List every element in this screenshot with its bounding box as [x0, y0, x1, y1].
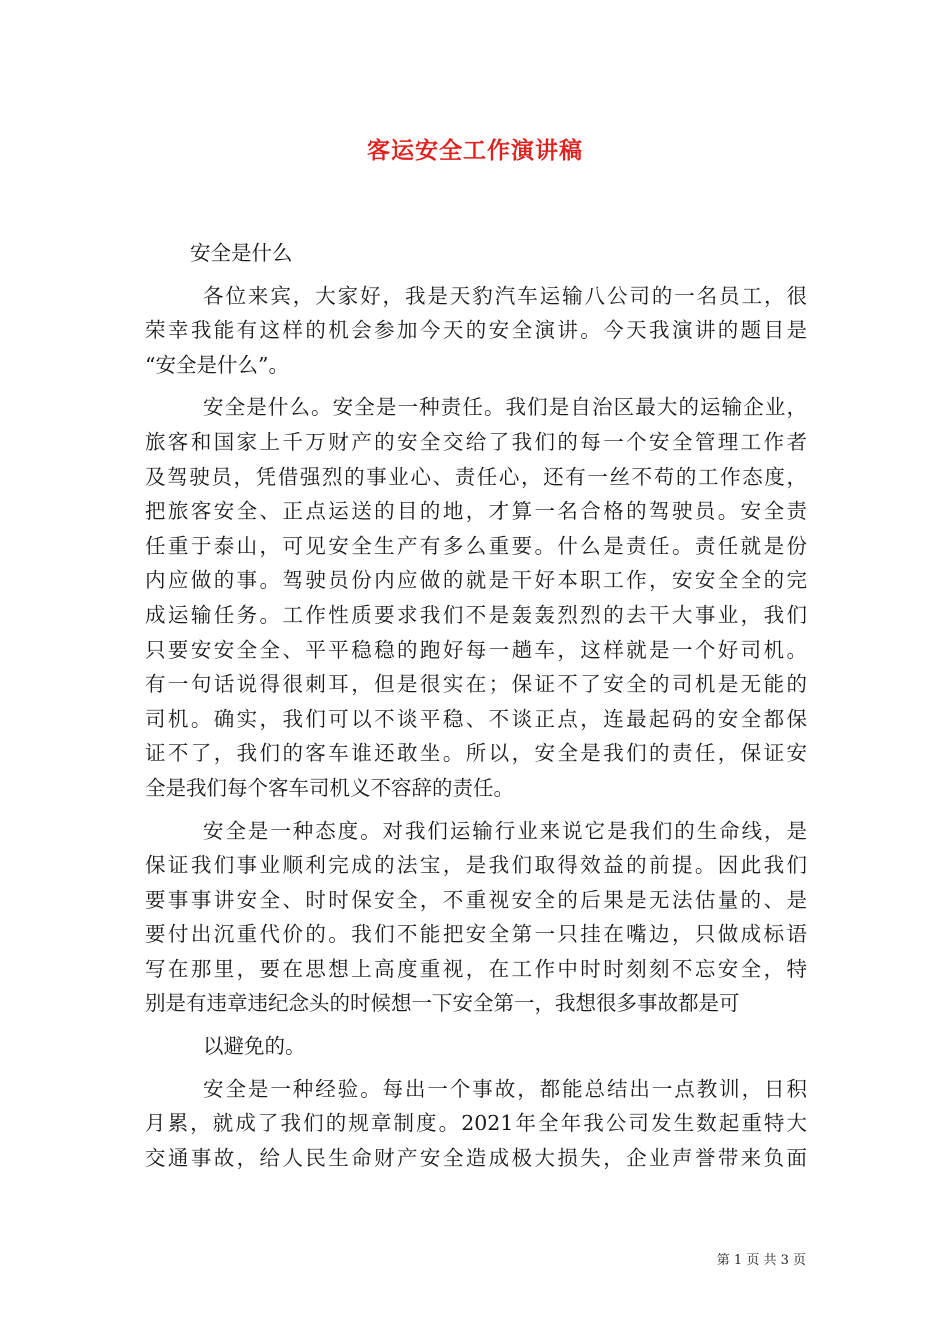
paragraph-line: 全是我们每个客车司机义不容辞的责任。	[145, 775, 514, 800]
paragraph-line: “安全是什么”。	[145, 352, 289, 377]
paragraph-line: 写在那里，要在思想上高度重视，在工作中时时刻刻不忘安全，特	[145, 956, 807, 981]
paragraph-line: 把旅客安全、正点运送的目的地，才算一名合格的驾驶员。安全责	[145, 499, 807, 524]
section-heading: 安全是什么	[190, 241, 293, 265]
paragraph-line: 内应做的事。驾驶员份内应做的就是干好本职工作，安安全全的完	[145, 568, 807, 593]
paragraph-line: 司机。确实，我们可以不谈平稳、不谈正点，连最起码的安全都保	[145, 706, 807, 731]
paragraph-line: 要付出沉重代价的。我们不能把安全第一只挂在嘴边，只做成标语	[145, 922, 807, 947]
page-number-footer: 第 1 页 共 3 页	[716, 1253, 806, 1268]
paragraph-line: 安全是一种经验。每出一个事故，都能总结出一点教训，日积	[203, 1076, 807, 1101]
paragraph-line: 荣幸我能有这样的机会参加今天的安全演讲。今天我演讲的题目是	[145, 318, 807, 343]
paragraph-line: 有一句话说得很刺耳，但是很实在；保证不了安全的司机是无能的	[145, 672, 807, 697]
paragraph-line: 任重于泰山，可见安全生产有多么重要。什么是责任。责任就是份	[145, 533, 807, 558]
paragraph-line: 成运输任务。工作性质要求我们不是轰轰烈烈的去干大事业，我们	[145, 602, 807, 627]
paragraph-line: 保证我们事业顺利完成的法宝，是我们取得效益的前提。因此我们	[145, 853, 807, 878]
paragraph-line: 月累，就成了我们的规章制度。2021年全年我公司发生数起重特大	[145, 1111, 807, 1136]
paragraph-line: 安全是什么。安全是一种责任。我们是自治区最大的运输企业，	[203, 395, 807, 420]
paragraph-line: 以避免的。	[203, 1034, 306, 1059]
paragraph-line: 要事事讲安全、时时保安全，不重视安全的后果是无法估量的、是	[145, 887, 807, 912]
paragraph-line: 各位来宾，大家好，我是天豹汽车运输八公司的一名员工，很	[203, 283, 807, 308]
paragraph-line: 及驾驶员，凭借强烈的事业心、责任心，还有一丝不苟的工作态度，	[145, 464, 807, 489]
document-title: 客运安全工作演讲稿	[367, 137, 583, 164]
paragraph-line: 只要安安全全、平平稳稳的跑好每一趟车，这样就是一个好司机。	[145, 637, 807, 662]
document-body	[145, 236, 807, 1175]
paragraph-line: 交通事故，给人民生命财产安全造成极大损失，企业声誉带来负面	[145, 1145, 807, 1170]
paragraph-line: 旅客和国家上千万财产的安全交给了我们的每一个安全管理工作者	[145, 429, 807, 454]
paragraph-line: 安全是一种态度。对我们运输行业来说它是我们的生命线，是	[203, 818, 807, 843]
paragraph-line: 别是有违章违纪念头的时候想一下安全第一，我想很多事故都是可	[145, 991, 740, 1016]
paragraph-line: 证不了，我们的客车谁还敢坐。所以，安全是我们的责任，保证安	[145, 741, 807, 766]
